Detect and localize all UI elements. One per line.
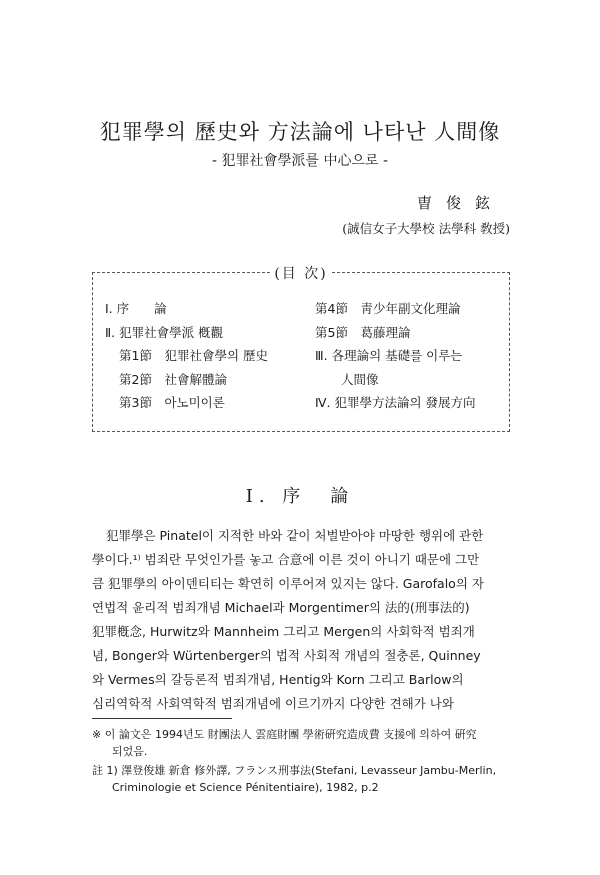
toc-item: Ⅳ. 犯罪學方法論의 發展方向 (315, 395, 476, 410)
author-name: 曺俊鉉 (416, 194, 504, 212)
section-title: Ⅰ. 序 論 (245, 486, 355, 507)
toc-item: 第5節 葛藤理論 (315, 324, 411, 340)
toc-item: Ⅱ. 犯罪社會學派 槪觀 (105, 324, 224, 340)
footnote-divider (92, 718, 232, 719)
toc-right-column (315, 297, 476, 415)
toc-heading: (目 次) (274, 266, 328, 282)
toc-left-column (105, 297, 268, 415)
toc-item: 第1節 犯罪社會學의 歷史 (119, 348, 269, 363)
body-line: 와 Vermes의 갈등론적 범죄개념, Hentig와 Korn 그리고 Barlow의 (92, 672, 464, 687)
body-paragraph (92, 524, 512, 716)
body-line: 심리역학적 사회역학적 범죄개념에 이르기까지 다양한 견해가 나와 (92, 696, 454, 711)
toc-item: 第3節 아노미이론 (119, 395, 225, 410)
funding-note: ※ 이 論文은 1994년도 財團法人 雲庭財團 學術硏究造成費 支援에 의하여 硏究 되었음. (92, 728, 477, 758)
body-line: 犯罪槪念, Hurwitz와 Mannheim 그리고 Mergen의 사회학적 범죄개 (92, 624, 475, 639)
body-line: 연법적 윤리적 범죄개념 Michael과 Morgentimer의 法的(刑事法的) (92, 600, 470, 615)
paper-subtitle: - 犯罪社會學派를 中心으로 - (211, 153, 389, 169)
toc-item: 第4節 靑少年副文化理論 (315, 301, 461, 316)
toc-item: Ⅰ. 序 論 (105, 301, 167, 316)
author-affiliation: (誠信女子大學校 法學科 敎授) (342, 221, 510, 236)
footnote-1: 註 1) 澤登俊雄 新倉 修外譯, フランス刑事法(Stefani, Levasseur Jambu-Merlin, Criminologie et Science Pénitentiaire), 1982, p.2 (92, 764, 497, 794)
body-line: 념, Bonger와 Würtenberger의 법적 사회적 개념의 절충론, Quinney (92, 648, 481, 663)
body-line: 學이다.¹⁾ 범죄란 무엇인가를 놓고 合意에 이른 것이 아니기 때문에 그만 (92, 552, 480, 567)
footnotes (92, 726, 514, 798)
toc-item: Ⅲ. 各理論의 基礎를 이루는 (315, 348, 463, 363)
toc-item: 人間像 (341, 371, 379, 387)
toc-item: 第2節 社會解體論 (119, 371, 227, 387)
table-of-contents (92, 266, 510, 432)
paper-title: 犯罪學의 歷史와 方法論에 나타난 人間像 (99, 120, 501, 144)
body-line: 큼 犯罪學의 아이덴티티는 확연히 이루어져 있지는 않다. Garofalo의 자 (92, 576, 484, 591)
body-line: 犯罪學은 Pinatel이 지적한 바와 같이 처벌받아야 마땅한 행위에 관한 (106, 528, 484, 543)
